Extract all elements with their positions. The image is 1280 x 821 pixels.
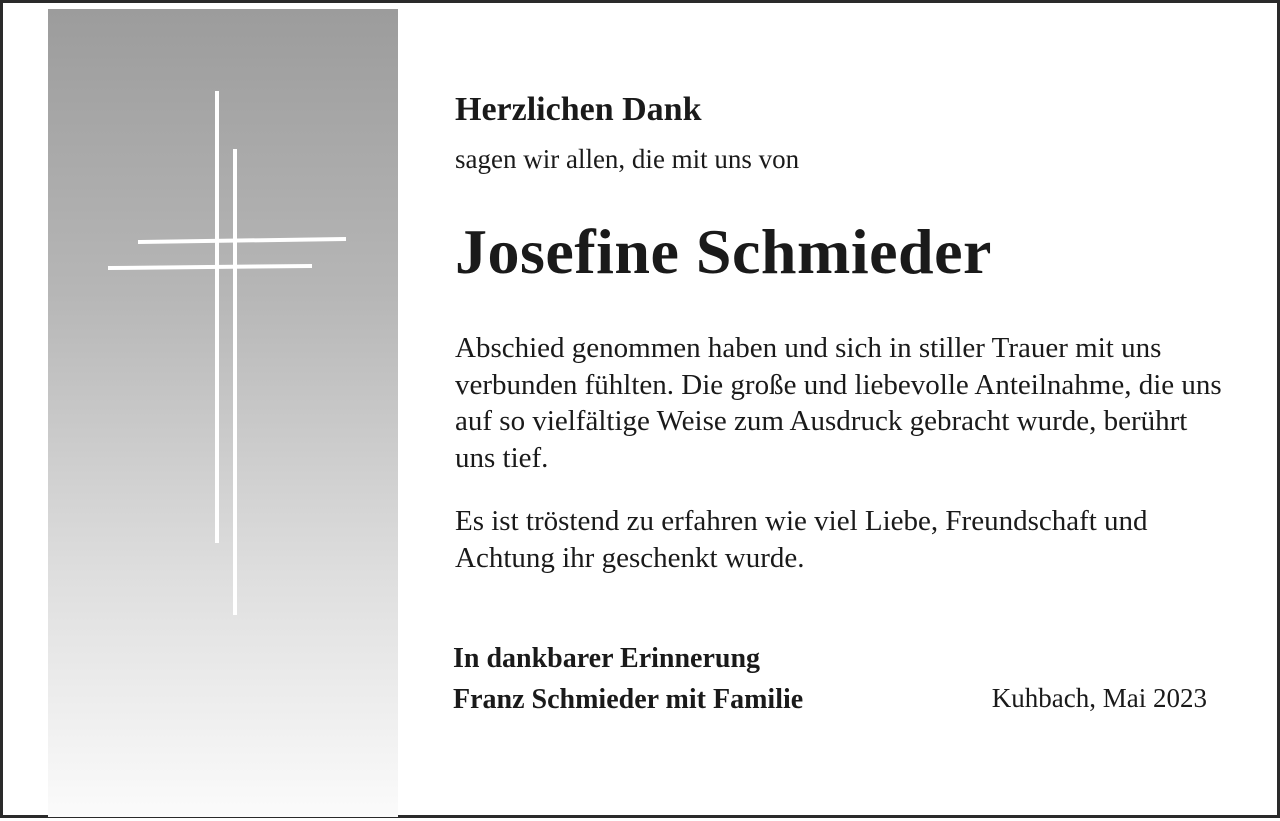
thanks-heading: Herzlichen Dank (455, 91, 702, 128)
body-paragraph-2: Es ist tröstend zu erfahren wie viel Liebe, Freundschaft und Achtung ihr geschenkt wurde. (455, 505, 1148, 574)
signature-line-2: Franz Schmieder mit Familie (453, 684, 804, 715)
gradient-side-panel (48, 9, 398, 817)
deceased-name: Josefine Schmieder (455, 216, 992, 287)
cross-icon (48, 9, 398, 817)
notice-content (455, 3, 1235, 821)
body-paragraph-1: Abschied genommen haben und sich in stiller Trauer mit uns verbunden fühlten. Die große und liebevolle Anteilnahme, die uns auf so vielfältige Weise zum Ausdruck gebracht wurde, berührt uns tief. (455, 332, 1222, 474)
intro-line: sagen wir allen, die mit uns von (455, 144, 800, 174)
signature-line-1: In dankbarer Erinnerung (453, 643, 761, 674)
place-date: Kuhbach, Mai 2023 (991, 683, 1207, 713)
